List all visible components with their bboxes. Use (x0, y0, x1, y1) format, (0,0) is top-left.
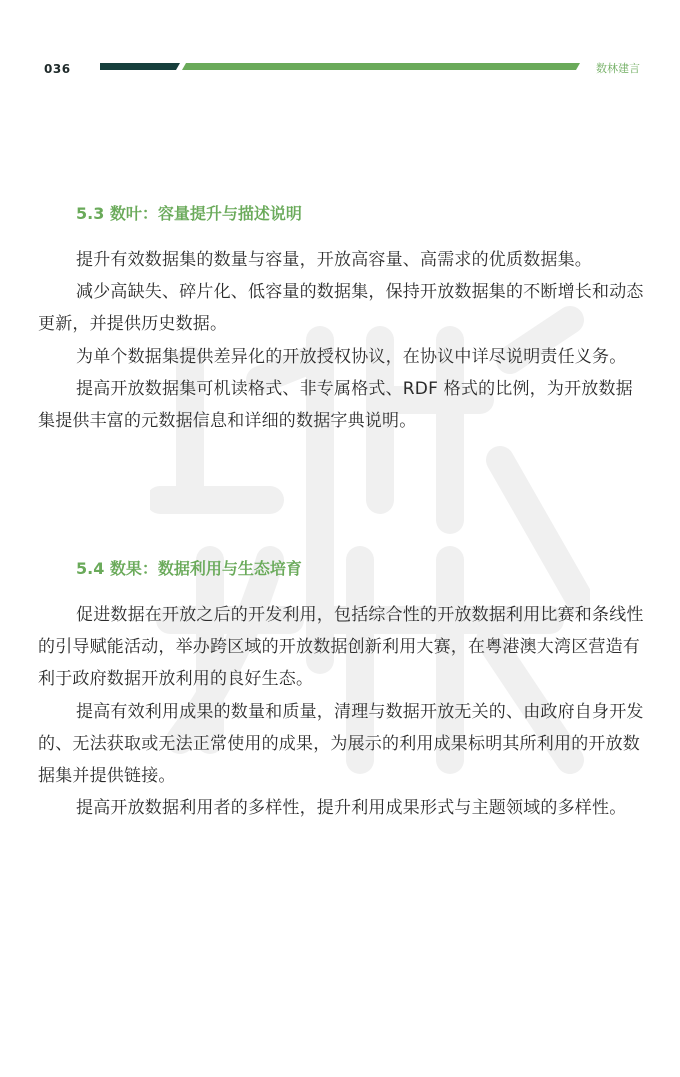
header-bar-green-segment (182, 63, 580, 70)
brand-name: 数林建言 (596, 62, 640, 75)
section-body-5-3 (38, 244, 644, 437)
header-decorative-bar (100, 62, 580, 72)
section-body-5-4 (38, 599, 644, 824)
paragraph: 提升有效数据集的数量与容量，开放高容量、高需求的优质数据集。 (76, 250, 592, 270)
paragraph: 提高开放数据利用者的多样性，提升利用成果形式与主题领域的多样性。 (76, 798, 627, 819)
paragraph: 为单个数据集提供差异化的开放授权协议，在协议中详尽说明责任义务。 (76, 346, 627, 367)
header-bar-dark-segment (100, 63, 180, 70)
paragraph: 减少高缺失、碎片化、低容量的数据集，保持开放数据集的不断增长和动态更新，并提供历史数据。 (38, 282, 644, 335)
paragraph: 提高开放数据集可机读格式、非专属格式、RDF 格式的比例，为开放数据集提供丰富的元数据信息和详细的数据字典说明。 (38, 378, 633, 432)
section-title-5-4: 5.4 数果：数据利用与生态培育 (76, 559, 302, 578)
page-number: 036 (44, 62, 71, 76)
section-title-5-3: 5.3 数叶：容量提升与描述说明 (76, 204, 302, 223)
paragraph: 提高有效利用成果的数量和质量，清理与数据开放无关的、由政府自身开发的、无法获取或无法正常使用的成果，为展示的利用成果标明其所利用的开放数据集并提供链接。 (38, 701, 644, 787)
paragraph: 促进数据在开放之后的开发利用，包括综合性的开放数据利用比赛和条线性的引导赋能活动，举办跨区域的开放数据创新利用大赛，在粤港澳大湾区营造有利于政府数据开放利用的良好生态。 (38, 605, 644, 690)
